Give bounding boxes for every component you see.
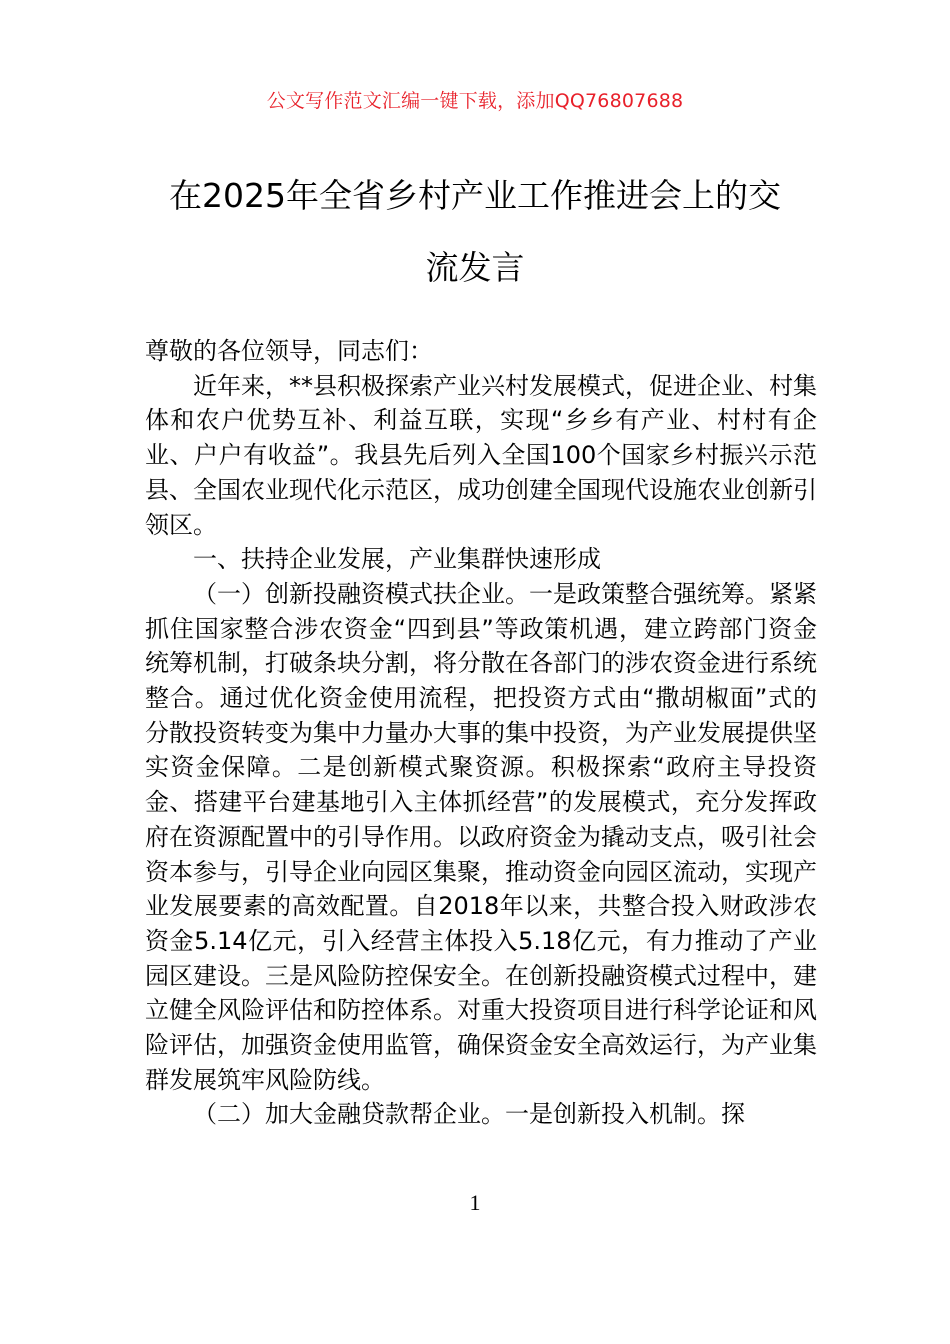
salutation: 尊敬的各位领导，同志们：: [145, 337, 433, 365]
page-number: 1: [469, 1190, 481, 1215]
paragraph-subsection-1: （一）创新投融资模式扶企业。一是政策整合强统筹。紧紧抓住国家整合涉农资金“四到县”等政策机遇，建立跨部门资金统筹机制，打破条块分割，将分散在各部门的涉农资金进行系统整合。通过优化资金使用流程，把投资方式由“撒胡椒面”式的分散投资转变为集中力量办大事的集中投资，为产业发展提供坚实资金保障。二是创新模式聚资源。积极探索“政府主导投资金、搭建平台建基地引入主体抓经营”的发展模式，充分发挥政府在资源配置中的引导作用。以政府资金为撬动支点，吸引社会资本参与，引导企业向园区集聚，推动资金向园区流动，实现产业发展要素的高效配置。自2018年以来，共整合投入财政涉农资金5.14亿元，引入经营主体投入5.18亿元，有力推动了产业园区建设。三是风险防控保安全。在创新投融资模式过程中，建立健全风险评估和防控体系。对重大投资项目进行科学论证和风险评估，加强资金使用监管，确保资金安全高效运行，为产业集群发展筑牢风险防线。: [145, 579, 817, 1094]
document-title-line-1: 在2025年全省乡村产业工作推进会上的交: [169, 176, 781, 215]
paragraph-intro: 近年来，**县积极探索产业兴村发展模式，促进企业、村集体和农户优势互补、利益互联，实现“乡乡有产业、村村有企业、户户有收益”。我县先后列入全国100个国家乡村振兴示范县、全国农业现代化示范区，成功创建全国现代设施农业创新引领区。: [145, 371, 817, 539]
document-body: [145, 334, 817, 1132]
document-title-line-2: 流发言: [425, 248, 525, 287]
header-download-note: 公文写作范文汇编一键下载，添加QQ76807688: [266, 90, 684, 112]
paragraph-subsection-2: （二）加大金融贷款帮企业。一是创新投入机制。探: [193, 1100, 745, 1129]
section-heading-1: 一、扶持企业发展，产业集群快速形成: [193, 545, 601, 574]
